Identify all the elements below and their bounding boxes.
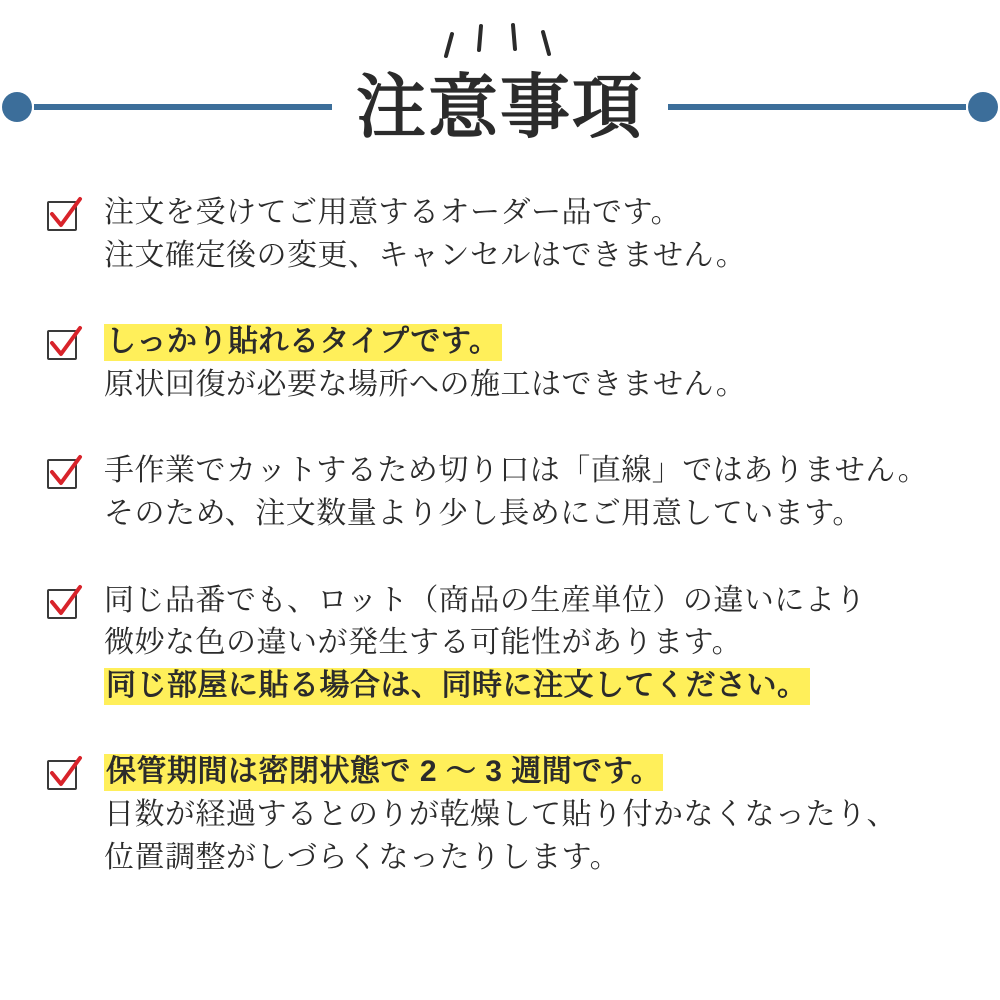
notice-list (44, 192, 960, 923)
highlight-mark: 保管期間は密閉状態で 2 ～ 3 週間です。 (104, 754, 663, 791)
list-item-text (104, 192, 960, 277)
checked-checkbox-icon (44, 755, 84, 795)
note-line: 注文を受けてご用意するオーダー品です。 (104, 196, 682, 229)
list-item (44, 192, 960, 277)
note-line: 原状回復が必要な場所への施工はできません。 (104, 367, 747, 401)
list-item-text (104, 321, 960, 406)
note-line: 微妙な色の違いが発生する可能性があります。 (104, 626, 743, 660)
page-title: 注意事項 (356, 68, 644, 146)
list-item-text (104, 450, 960, 535)
highlight-mark: しっかり貼れるタイプです。 (104, 324, 502, 361)
note-line-highlighted (104, 751, 960, 794)
note-line-highlighted (104, 321, 960, 364)
note-line: 手作業でカットするため切り口は「直線」ではありません。 (104, 454, 929, 488)
list-item-text (104, 580, 960, 708)
right-dot (968, 92, 998, 122)
list-item (44, 450, 960, 535)
list-item (44, 751, 960, 879)
note-line: 同じ品番でも、ロット（商品の生産単位）の違いにより (104, 583, 866, 617)
checked-checkbox-icon (44, 454, 84, 494)
right-rule (668, 104, 966, 110)
title-rule-row (0, 62, 1000, 152)
highlight-mark: 同じ部屋に貼る場合は、同時に注文してください。 (104, 668, 810, 705)
list-item-text (104, 751, 960, 879)
page-header (0, 0, 1000, 180)
list-item (44, 321, 960, 406)
list-item (44, 580, 960, 708)
note-line: そのため、注文数量より少し長めにご用意しています。 (104, 496, 863, 530)
checked-checkbox-icon (44, 196, 84, 236)
note-line: 注文確定後の変更、キャンセルはできません。 (104, 238, 747, 272)
left-dot (2, 92, 32, 122)
sparkle-lines-icon (0, 18, 1000, 64)
note-line-highlighted (104, 665, 960, 708)
note-line: 位置調整がしづらくなったりします。 (104, 840, 621, 874)
left-rule (34, 104, 332, 110)
checked-checkbox-icon (44, 325, 84, 365)
checked-checkbox-icon (44, 584, 84, 624)
note-line: 日数が経過するとのりが乾燥して貼り付かなくなったり、 (104, 797, 897, 831)
